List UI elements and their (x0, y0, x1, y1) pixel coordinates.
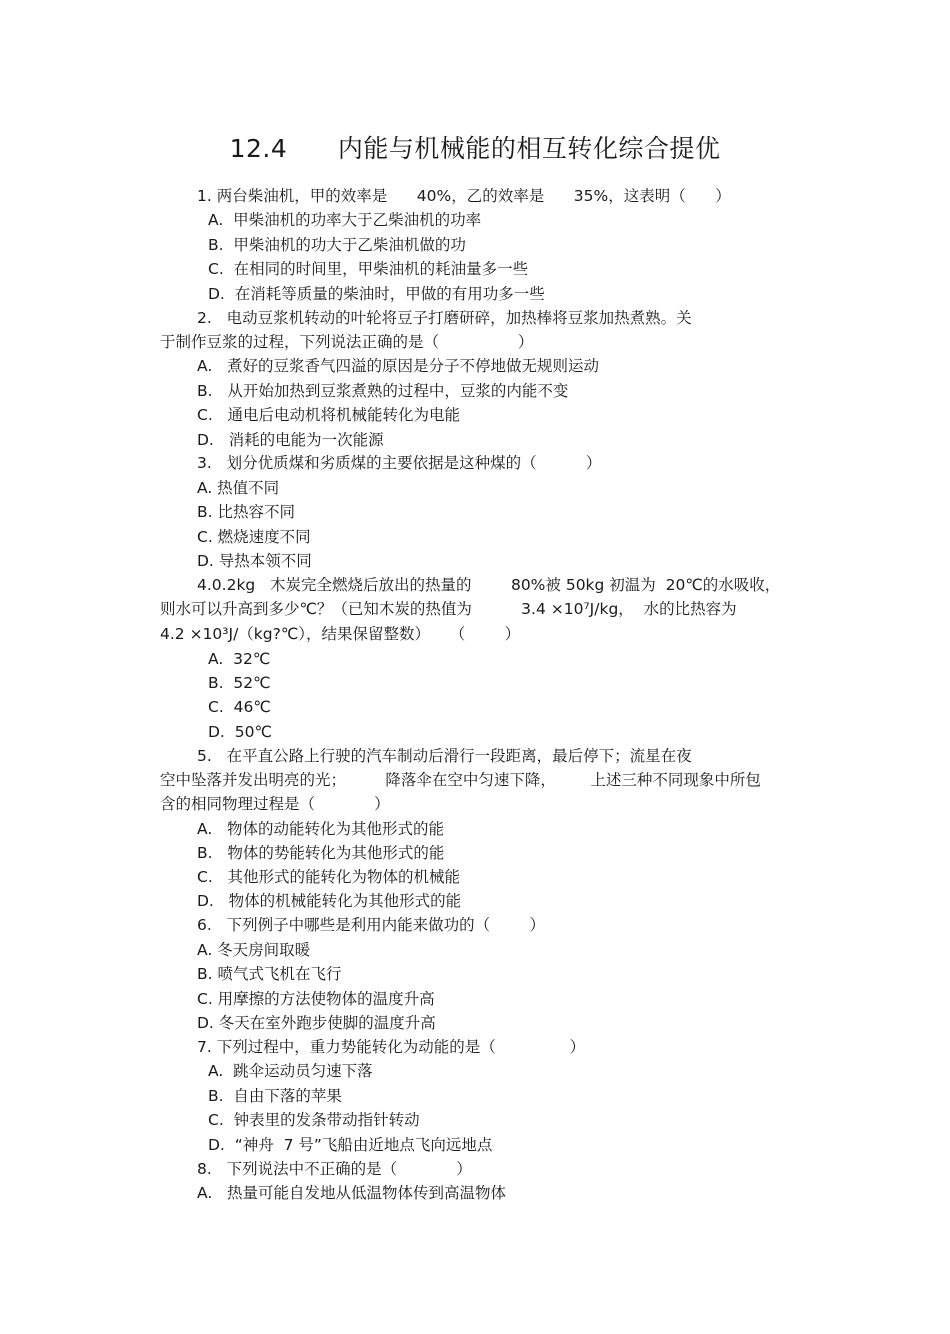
question-4-option-b: B. 52℃ (208, 674, 271, 692)
question-4-stem-line-1: 4.0.2kg 木炭完全燃烧后放出的热量的 80%被 50kg 初温为 20℃的水吸收， (197, 576, 781, 594)
question-6-option-b: B. 喷气式飞机在飞行 (197, 965, 342, 983)
question-3-option-a: A. 热值不同 (197, 479, 280, 497)
question-4-stem-line-3: 4.2 ×10³J/（kg?℃），结果保留整数） （ ） (160, 625, 521, 643)
question-6-option-c: C. 用摩擦的方法使物体的温度升高 (197, 990, 435, 1008)
question-5-option-a: A. 物体的动能转化为其他形式的能 (197, 820, 445, 838)
question-3-stem: 3. 划分优质煤和劣质煤的主要依据是这种煤的（ ） (197, 454, 602, 472)
question-4-option-d: D. 50℃ (208, 723, 272, 741)
question-5-option-b: B. 物体的势能转化为其他形式的能 (197, 844, 445, 862)
question-4-option-c: C. 46℃ (208, 698, 271, 716)
question-3-option-c: C. 燃烧速度不同 (197, 528, 311, 546)
question-2-option-a: A. 煮好的豆浆香气四溢的原因是分子不停地做无规则运动 (197, 357, 600, 375)
question-7-option-d: D. “神舟 7 号”飞船由近地点飞向远地点 (208, 1136, 493, 1154)
question-1-option-c: C. 在相同的时间里，甲柴油机的耗油量多一些 (208, 260, 529, 278)
question-1-option-d: D. 在消耗等质量的柴油时，甲做的有用功多一些 (208, 285, 545, 303)
question-2-option-c: C. 通电后电动机将机械能转化为电能 (197, 406, 461, 424)
question-4-option-a: A. 32℃ (208, 650, 271, 668)
question-1-option-a: A. 甲柴油机的功率大于乙柴油机的功率 (208, 211, 482, 229)
question-2-stem-line-1: 2. 电动豆浆机转动的叶轮将豆子打磨研碎，加热棒将豆浆加热煮熟。关 (197, 309, 692, 327)
question-2-option-b: B. 从开始加热到豆浆煮熟的过程中，豆浆的内能不变 (197, 382, 569, 400)
question-5-stem-line-3: 含的相同物理过程是（ ） (160, 795, 390, 813)
question-7-option-a: A. 跳伞运动员匀速下落 (208, 1062, 373, 1080)
page-title: 12.4 内能与机械能的相互转化综合提优 (229, 134, 721, 163)
question-7-stem: 7. 下列过程中，重力势能转化为动能的是（ ） (197, 1038, 586, 1056)
question-6-option-d: D. 冬天在室外跑步使脚的温度升高 (197, 1014, 436, 1032)
question-5-option-c: C. 其他形式的能转化为物体的机械能 (197, 868, 461, 886)
question-3-option-d: D. 导热本领不同 (197, 552, 312, 570)
question-6-stem: 6. 下列例子中哪些是利用内能来做功的（ ） (197, 916, 545, 934)
question-8-option-a: A. 热量可能自发地从低温物体传到高温物体 (197, 1184, 507, 1202)
question-4-stem-line-2: 则水可以升高到多少℃？（已知木炭的热值为 3.4 ×10⁷J/kg， 水的比热容为 (160, 600, 737, 618)
question-2-option-d: D. 消耗的电能为一次能源 (197, 431, 384, 449)
question-2-stem-line-2: 于制作豆浆的过程，下列说法正确的是（ ） (160, 333, 534, 351)
question-5-option-d: D. 物体的机械能转化为其他形式的能 (197, 892, 462, 910)
question-8-stem: 8. 下列说法中不正确的是（ ） (197, 1160, 472, 1178)
question-3-option-b: B. 比热容不同 (197, 503, 295, 521)
question-1-stem: 1. 两台柴油机，甲的效率是 40%，乙的效率是 35%，这表明（ ） (197, 187, 731, 205)
question-6-option-a: A. 冬天房间取暖 (197, 941, 311, 959)
question-1-option-b: B. 甲柴油机的功大于乙柴油机做的功 (208, 236, 466, 254)
question-7-option-c: C. 钟表里的发条带动指针转动 (208, 1111, 420, 1129)
question-5-stem-line-1: 5. 在平直公路上行驶的汽车制动后滑行一段距离，最后停下；流星在夜 (197, 747, 692, 765)
question-5-stem-line-2: 空中坠落并发出明亮的光； 降落伞在空中匀速下降， 上述三种不同现象中所包 (160, 771, 761, 789)
question-7-option-b: B. 自由下落的苹果 (208, 1087, 342, 1105)
